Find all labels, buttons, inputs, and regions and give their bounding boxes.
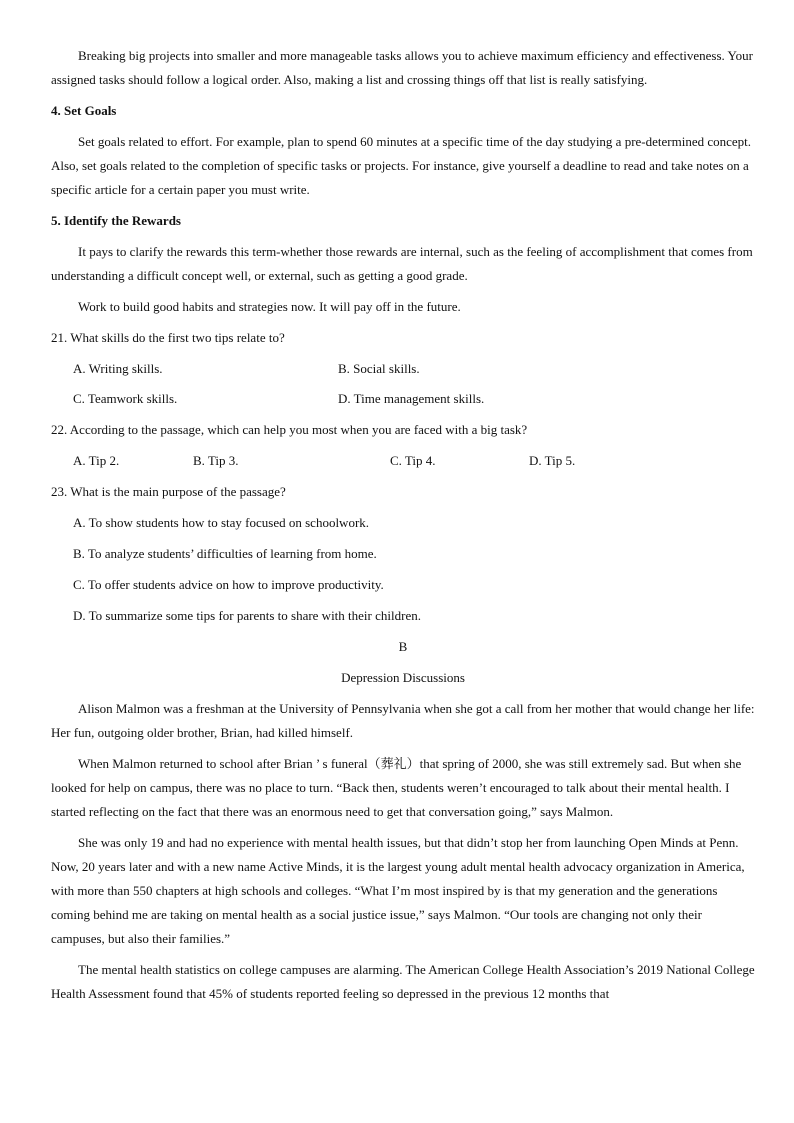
question-23-option-a: A. To show students how to stay focused on schoolwork. [73, 515, 370, 530]
question-21-option-c: C. Teamwork skills. [73, 391, 178, 406]
question-22-stem: 22. According to the passage, which can help you most when you are faced with a big task? [51, 422, 528, 437]
tip4-heading: 4. Set Goals [51, 103, 117, 118]
question-22-options-row [51, 449, 755, 473]
question-21-option-d: D. Time management skills. [338, 391, 485, 406]
question-21-option-b: B. Social skills. [338, 361, 420, 376]
passage-b-paragraph-4: The mental health statistics on college campuses are alarming. The American College Health Association’s 2019 National College Health Assessment found that 45% of students reported feeling so depressed in the previous 12 months that [51, 962, 755, 1001]
tip4-paragraph: Set goals related to effort. For example, plan to spend 60 minutes at a specific time of the day studying a pre-determined concept. Also, set goals related to the completion of specific tasks or projects. For instance, give yourself a deadline to read and take notes on a specific article for a certain paper you must write. [51, 134, 752, 197]
passage-b-paragraph-2: When Malmon returned to school after Brian ’ s funeral（葬礼）that spring of 2000, she was still extremely sad. But when she looked for help on campus, there was no place to turn. “Back then, students weren’t encouraged to talk about their mental health. I started reflecting on the fact that there was an enormous need to get that conversation going,” says Malmon. [51, 756, 742, 819]
question-22-option-c: C. Tip 4. [390, 453, 436, 468]
document-page [51, 44, 755, 1006]
question-22-option-d: D. Tip 5. [529, 453, 576, 468]
tip5-paragraph: It pays to clarify the rewards this term-whether those rewards are internal, such as the feeling of accomplishment that comes from understanding a difficult concept well, or external, such as getting a good grade. [51, 244, 753, 283]
question-21-options-row-1 [51, 357, 755, 381]
question-21-stem: 21. What skills do the first two tips relate to? [51, 330, 285, 345]
question-23-option-c: C. To offer students advice on how to improve productivity. [73, 577, 384, 592]
question-21-option-a: A. Writing skills. [73, 361, 163, 376]
question-21-options-row-2 [51, 387, 755, 411]
question-23-option-d: D. To summarize some tips for parents to share with their children. [73, 608, 421, 623]
passage-b-paragraph-1: Alison Malmon was a freshman at the University of Pennsylvania when she got a call from her mother that would change her life: Her fun, outgoing older brother, Brian, had killed himself. [51, 701, 755, 740]
question-23-option-b: B. To analyze students’ difficulties of learning from home. [73, 546, 377, 561]
question-22-option-b: B. Tip 3. [193, 453, 239, 468]
question-22-option-a: A. Tip 2. [73, 453, 120, 468]
question-23-stem: 23. What is the main purpose of the passage? [51, 484, 286, 499]
tip3-paragraph: Breaking big projects into smaller and more manageable tasks allows you to achieve maximum efficiency and effectiveness. Your assigned tasks should follow a logical order. Also, making a list and crossing things off that list is really satisfying. [51, 48, 753, 87]
closing-paragraph: Work to build good habits and strategies now. It will pay off in the future. [78, 299, 461, 314]
passage-b-paragraph-3: She was only 19 and had no experience with mental health issues, but that didn’t stop her from launching Open Minds at Penn. Now, 20 years later and with a new name Active Minds, it is the largest young adult mental health advocacy organization in America, with more than 550 chapters at high schools and colleges. “What I’m most inspired by is that my generation and the generations coming behind me are taking on mental health as a social justice issue,” says Malmon. “Our tools are changing not only their campuses, but also their families.” [51, 835, 745, 946]
section-letter: B [398, 639, 408, 654]
tip5-heading: 5. Identify the Rewards [51, 213, 181, 228]
passage-title: Depression Discussions [341, 670, 465, 685]
